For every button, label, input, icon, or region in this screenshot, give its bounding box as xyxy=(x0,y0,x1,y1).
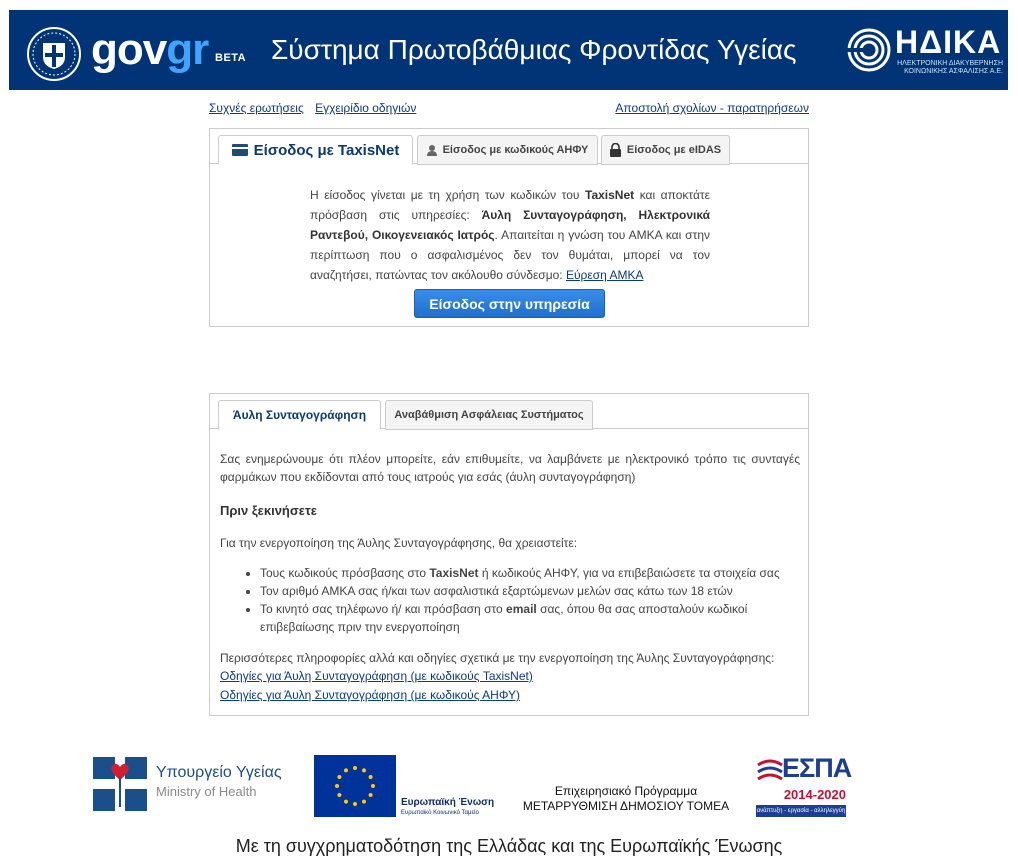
instructions-ahfy-link[interactable]: Οδηγίες για Άυλη Συνταγογράφηση (με κωδικούς ΑΗΦΥ) xyxy=(220,688,521,702)
op-line-1: Επιχειρησιακό Πρόγραμμα xyxy=(554,784,698,798)
lock-icon xyxy=(610,143,621,157)
intro-text: Σας ενημερώνουμε ότι πλέον μπορείτε, εάν επιθυμείτε, να λαμβάνετε με ηλεκτρονικό τρόπο τις συνταγές φαρμάκων που εκδίδονται από τους ιατρούς για εσάς (άυλη συνταγογράφηση) xyxy=(220,452,800,484)
idika-subtitle: ΗΛΕΚΤΡΟΝΙΚΗ ΔΙΑΚΥΒΕΡΝΗΣΗ ΚΟΙΝΩΝΙΚΗΣ ΑΣΦΑΛΙΣΗΣ Α.Ε. xyxy=(897,60,1003,75)
login-tabs xyxy=(210,129,808,164)
ministry-name-gr: Υπουργείο Υγείας xyxy=(156,764,282,781)
top-links xyxy=(209,101,809,115)
info-panel xyxy=(209,393,809,716)
list-item: • Τον αριθμό ΑΜΚΑ σας ή/και των ασφαλιστικά εξαρτώμενων μελών σας κάτω των 18 ετών xyxy=(260,582,800,600)
footer-logos xyxy=(0,752,1018,822)
idika-logo-icon xyxy=(847,28,891,72)
find-amka-link[interactable]: Εύρεση ΑΜΚΑ xyxy=(565,268,644,282)
tab-eidas[interactable] xyxy=(601,135,730,165)
tab-paperless-prescription[interactable] xyxy=(218,400,381,430)
operational-programme xyxy=(506,784,746,814)
desc-services: Άυλη Συνταγογράφηση, Ηλεκτρονικά Ραντεβού, Οικογενειακός Ιατρός xyxy=(310,208,711,242)
gov-text: gov xyxy=(91,25,167,74)
section-heading: Πριν ξεκινήσετε xyxy=(220,503,317,518)
feedback-link[interactable]: Αποστολή σχολίων - παρατηρήσεων xyxy=(615,101,809,115)
instructions-taxisnet-link[interactable]: Οδηγίες για Άυλη Συνταγογράφηση (με κωδικούς TaxisNet) xyxy=(220,669,533,683)
item-bold: email xyxy=(506,602,537,616)
info-tabs xyxy=(210,394,808,429)
desc-text: . Απαιτείται η γνώση του ΑΜΚΑ και στην περίπτωση που ο ασφαλισμένος δεν τον θυμάται, μπορεί να τον αναζητήσει, πατώντας τον ακόλουθο σύνδεσμο: xyxy=(310,228,710,282)
idika-logo-text: ΗΔΙΚΑ xyxy=(895,24,1002,60)
espa-flag-icon xyxy=(756,757,784,787)
desc-text: Η είσοδος γίνεται με τη χρήση των κωδικών του xyxy=(310,188,586,202)
op-line-2: ΜΕΤΑΡΡΥΘΜΙΣΗ ΔΗΜΟΣΙΟΥ ΤΟΜΕΑ xyxy=(522,799,730,813)
item-text: ή κωδικούς ΑΗΦΥ, για να επιβεβαιώσετε τα στοιχεία σας xyxy=(478,566,780,580)
desc-taxisnet: TaxisNet xyxy=(585,188,635,202)
govgr-logo[interactable] xyxy=(91,24,208,76)
requirements-intro: Για την ενεργοποίηση της Άυλης Συνταγογράφησης, θα χρειαστείτε: xyxy=(220,536,578,550)
tab-label: Είσοδος με κωδικούς ΑΗΦΥ xyxy=(442,144,589,156)
manual-link[interactable]: Εγχειρίδιο οδηγιών xyxy=(315,101,417,115)
tab-taxisnet[interactable] xyxy=(218,135,413,165)
tab-label: Είσοδος με TaxisNet xyxy=(253,141,400,159)
ministry-name-en: Ministry of Health xyxy=(156,784,257,799)
gr-text: gr xyxy=(166,25,209,74)
item-text: σας, όπου θα σας αποσταλούν κωδικοί επιβεβαίωσης πριν την ενεργοποίηση xyxy=(260,602,748,634)
login-description xyxy=(310,185,710,285)
list-item xyxy=(260,564,800,582)
item-bold: TaxisNet xyxy=(429,566,479,580)
tab-security-upgrade[interactable] xyxy=(385,400,593,430)
tab-label: Αναβάθμιση Ασφάλειας Συστήματος xyxy=(394,409,584,421)
desc-text: και αποκτάτε πρόσβαση στις υπηρεσίες: xyxy=(310,188,711,222)
tab-ahfy-credentials[interactable] xyxy=(417,135,598,165)
tab-label: Είσοδος με eIDAS xyxy=(626,144,722,156)
card-icon xyxy=(232,144,248,156)
page-title: Σύστημα Πρωτοβάθμιας Φροντίδας Υγείας xyxy=(271,34,797,65)
espa-logo xyxy=(754,753,852,819)
cofunding-text: Με τη συγχρηματοδότηση της Ελλάδας και της Ευρωπαϊκής Ένωσης xyxy=(235,836,783,856)
beta-badge: BETA xyxy=(215,52,247,64)
more-info-text: Περισσότερες πληροφορίες αλλά και οδηγίες σχετικά με την ενεργοποίηση της Άυλης Συνταγογράφησης: xyxy=(220,651,775,665)
site-header xyxy=(9,10,1008,90)
item-text: Τους κωδικούς πρόσβασης στο xyxy=(260,566,430,580)
eu-name: Ευρωπαϊκή Ένωση xyxy=(401,797,495,808)
espa-word: ΕΣΠΑ xyxy=(782,753,852,783)
eu-fund: Ευρωπαϊκό Κοινωνικό Ταμείο xyxy=(401,810,479,816)
eu-flag-icon xyxy=(314,755,396,817)
espa-years: 2014-2020 xyxy=(756,787,846,803)
info-content xyxy=(220,450,800,705)
ministry-of-health-icon xyxy=(93,757,147,811)
login-panel xyxy=(209,128,809,327)
greek-emblem-icon xyxy=(26,26,82,82)
espa-tagline: ανάπτυξη - εργασία - αλληλεγγύη xyxy=(756,805,846,817)
faq-link[interactable]: Συχνές ερωτήσεις xyxy=(209,101,304,115)
user-icon xyxy=(427,145,437,156)
login-button[interactable]: Είσοδος στην υπηρεσία xyxy=(414,289,605,318)
item-text: Το κινητό σας τηλέφωνο ή/ και πρόσβαση στο xyxy=(260,602,507,616)
tab-label: Άυλη Συνταγογράφηση xyxy=(232,408,367,422)
instruction-links xyxy=(220,667,800,705)
requirements-list xyxy=(220,564,800,636)
list-item xyxy=(260,600,800,636)
